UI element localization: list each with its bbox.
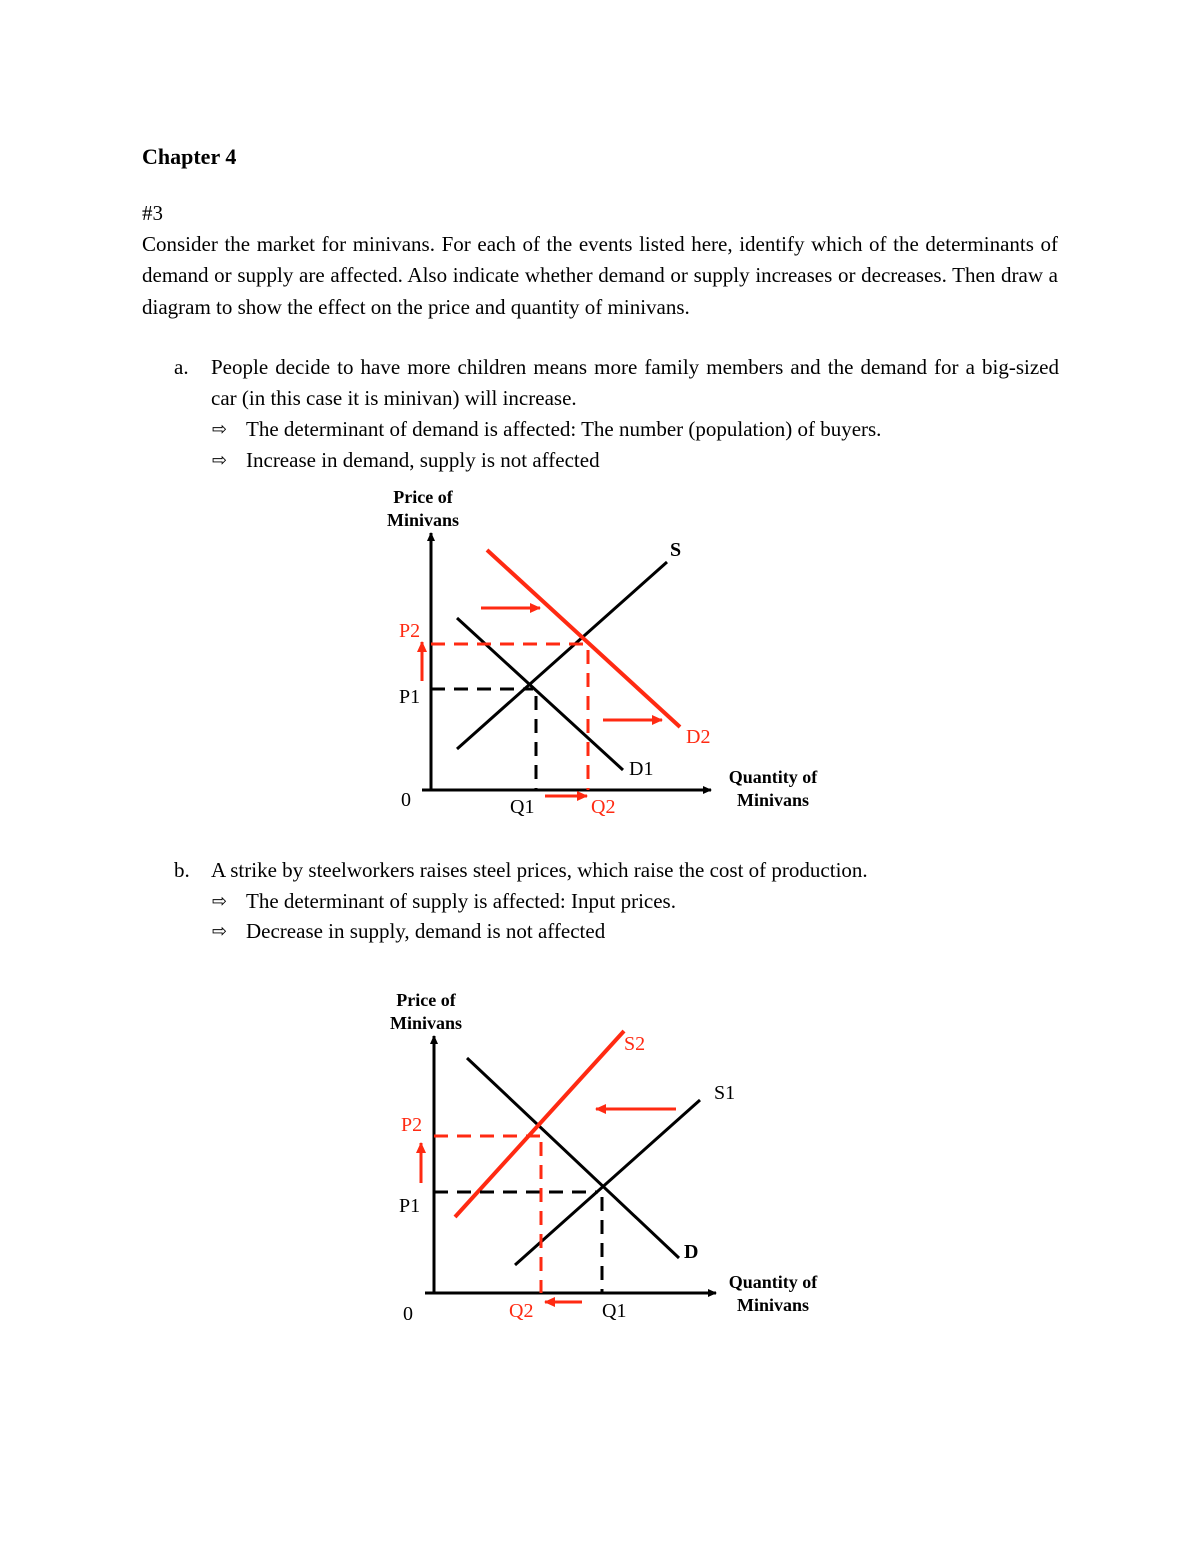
question-intro: Consider the market for minivans. For each of the events listed here, identify which of the determinants of demand or supply are affected. Also indicate whether demand or supply increases or decreases. Then draw a diagram to show the effect on the price and quantity of minivans. [142,232,1058,319]
graph-b-y-label-2: Minivans [389,1013,463,1033]
graph-a-p1-label: P1 [399,686,421,708]
graph-b-s2-label: S2 [624,1033,646,1055]
arrow-bullet-icon: ⇨ [212,450,228,471]
item-b-letter: b. [174,858,190,882]
item-b-bullet-2: Decrease in supply, demand is not affected [246,919,606,943]
item-a-bullet-1: The determinant of demand is affected: The number (population) of buyers. [246,417,882,441]
graph-b-demand-label: D [684,1241,699,1263]
graph-b-x-label-2: Minivans [736,1295,810,1315]
arrow-bullet-icon: ⇨ [212,891,228,912]
graph-b-y-label-1: Price of [396,990,456,1010]
graph-a-x-label-1: Quantity of [728,767,818,787]
item-a-text: People decide to have more children means more family members and the demand for a big-sized car (in this case it is minivan) will increase. [211,355,1059,410]
question-number: #3 [142,201,163,225]
graph-a-q1-label: Q1 [510,796,535,818]
graph-b-s1-label: S1 [714,1082,736,1104]
graph-a-supply-label: S [670,539,682,561]
arrow-bullet-icon: ⇨ [212,921,228,942]
item-a-bullet-2: Increase in demand, supply is not affected [246,448,600,472]
chapter-heading: Chapter 4 [142,144,237,169]
graph-b-x-label-1: Quantity of [728,1272,818,1292]
graph-b-p2-label: P2 [401,1114,423,1136]
graph-b-q2-label: Q2 [509,1300,534,1322]
graph-a-d2-label: D2 [686,726,711,748]
graph-b-q1-label: Q1 [602,1300,627,1322]
item-b-bullet-1: The determinant of supply is affected: Input prices. [246,889,676,913]
graph-b-supply-s1 [515,1100,700,1265]
graph-a-y-label-2: Minivans [386,510,460,530]
graph-b-origin: 0 [403,1303,413,1325]
arrow-bullet-icon: ⇨ [212,419,228,440]
graph-a-origin: 0 [401,789,411,811]
graph-b-p1-label: P1 [399,1195,421,1217]
graph-a-p2-label: P2 [399,620,421,642]
graph-a-y-label-1: Price of [393,487,453,507]
item-a-letter: a. [174,355,189,379]
graph-a-d1-label: D1 [629,758,654,780]
item-b-text: A strike by steelworkers raises steel prices, which raise the cost of production. [211,858,868,882]
graph-a-x-label-2: Minivans [736,790,810,810]
graph-a-q2-label: Q2 [591,796,616,818]
